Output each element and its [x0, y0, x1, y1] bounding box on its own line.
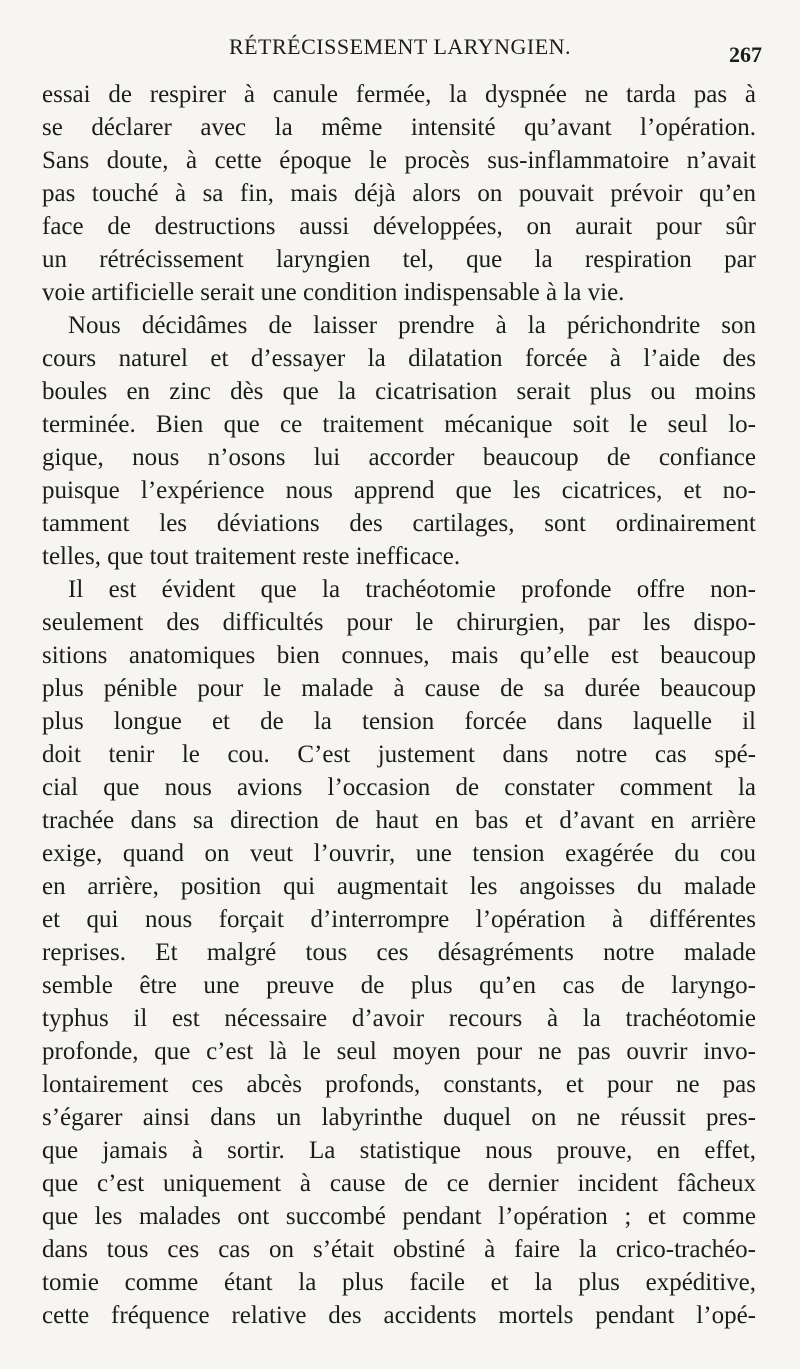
text-line: telles, que tout traitement reste inefficace.	[42, 543, 461, 570]
text-line: terminée. Bien que ce traitement mécanique soit le seul lo-	[42, 411, 756, 438]
text-line: puisque l’expérience nous apprend que les cicatrices, et no-	[42, 477, 756, 504]
text-line: profonde, que c’est là le seul moyen pour ne pas ouvrir invo-	[42, 1038, 756, 1065]
text-line: seulement des difficultés pour le chirurgien, par les dispo-	[42, 609, 756, 636]
text-line: plus pénible pour le malade à cause de sa durée beaucoup	[42, 675, 756, 702]
text-line: sitions anatomiques bien connues, mais qu’elle est beaucoup	[42, 642, 756, 669]
text-line: dans tous ces cas on s’était obstiné à faire la crico-trachéo-	[42, 1236, 756, 1263]
text-line: et qui nous forçait d’interrompre l’opération à différentes	[42, 906, 756, 933]
text-line: cette fréquence relative des accidents mortels pendant l’opé-	[42, 1302, 756, 1329]
text-line: face de destructions aussi développées, on aurait pour sûr	[42, 213, 756, 240]
text-line: cial que nous avions l’occasion de constater comment la	[42, 774, 756, 801]
page-number: 267	[729, 42, 762, 67]
text-line: que c’est uniquement à cause de ce dernier incident fâcheux	[42, 1170, 756, 1197]
text-line: tamment les déviations des cartilages, sont ordinairement	[42, 510, 756, 537]
text-line: typhus il est nécessaire d’avoir recours à la trachéotomie	[42, 1005, 756, 1032]
text-line: s’égarer ainsi dans un labyrinthe duquel on ne réussit pres-	[42, 1104, 756, 1131]
text-line: trachée dans sa direction de haut en bas et d’avant en arrière	[42, 807, 756, 834]
text-line: que les malades ont succombé pendant l’opération ; et comme	[42, 1203, 756, 1230]
text-line: un rétrécissement laryngien tel, que la respiration par	[42, 246, 756, 273]
text-line: en arrière, position qui augmentait les angoisses du malade	[42, 873, 756, 900]
text-line: cours naturel et d’essayer la dilatation forcée à l’aide des	[42, 345, 756, 372]
text-line: exige, quand on veut l’ouvrir, une tension exagérée du cou	[42, 840, 756, 867]
text-line: semble être une preuve de plus qu’en cas de laryngo-	[42, 972, 756, 999]
text-line: reprises. Et malgré tous ces désagréments notre malade	[42, 939, 756, 966]
text-line: se déclarer avec la même intensité qu’avant l’opération.	[42, 114, 756, 141]
running-title: RÉTRÉCISSEMENT LARYNGIEN.	[228, 34, 572, 59]
text-line: gique, nous n’osons lui accorder beaucoup de confiance	[42, 444, 756, 471]
text-line: voie artificielle serait une condition indispensable à la vie.	[42, 279, 625, 306]
text-line: plus longue et de la tension forcée dans laquelle il	[42, 708, 756, 735]
text-line: Sans doute, à cette époque le procès sus-inflammatoire n’avait	[42, 147, 756, 174]
text-line: boules en zinc dès que la cicatrisation serait plus ou moins	[42, 378, 756, 405]
text-line: que jamais à sortir. La statistique nous prouve, en effet,	[42, 1137, 756, 1164]
text-line: tomie comme étant la plus facile et la plus expéditive,	[42, 1269, 756, 1296]
text-line: Il est évident que la trachéotomie profonde offre non-	[68, 576, 756, 603]
body-text	[42, 78, 756, 1332]
text-line: doit tenir le cou. C’est justement dans notre cas spé-	[42, 741, 756, 768]
running-header	[42, 34, 762, 68]
text-line: lontairement ces abcès profonds, constants, et pour ne pas	[42, 1071, 756, 1098]
text-line: pas touché à sa fin, mais déjà alors on pouvait prévoir qu’en	[42, 180, 756, 207]
text-line: Nous décidâmes de laisser prendre à la périchondrite son	[68, 312, 756, 339]
text-line: essai de respirer à canule fermée, la dyspnée ne tarda pas à	[42, 81, 756, 108]
